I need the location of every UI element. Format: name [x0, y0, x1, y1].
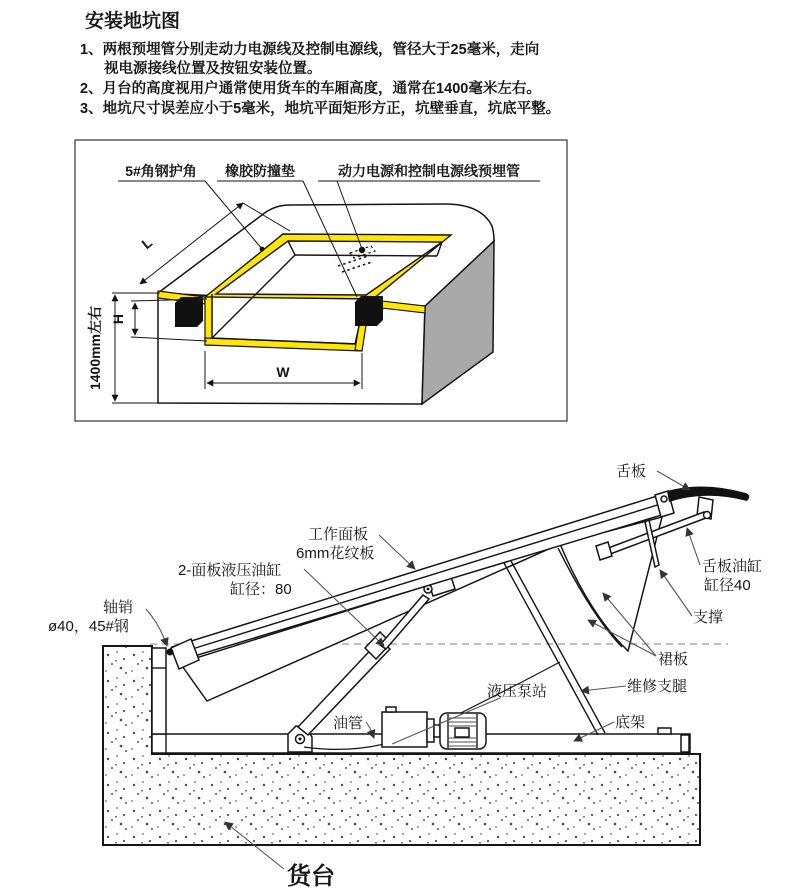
- pit-front-opening: [212, 297, 362, 344]
- oil-tank: [382, 712, 427, 747]
- note-line-1: 1、两根预埋管分别走动力电源线及控制电源线，管径大于25毫米，走向: [80, 42, 540, 58]
- callout-conduit: 动力电源和控制电源线预埋管: [338, 163, 520, 179]
- callout-lip-cyl-1: 舌板油缸: [702, 558, 763, 575]
- callout-main-cyl-2: 缸径：80: [230, 581, 292, 598]
- dim-width: W: [276, 364, 290, 380]
- callout-lip-cyl-2: 缸径40: [704, 577, 751, 594]
- callout-support: 支撑: [693, 609, 724, 626]
- callout-service-leg: 维修支腿: [627, 678, 688, 695]
- callout-deck-2: 6mm花纹板: [296, 545, 375, 562]
- page-title: 安装地坑图: [85, 11, 181, 32]
- note-line-2: 视电源接线位置及按钮安装位置。: [104, 61, 322, 77]
- callout-skirt: 裙板: [658, 651, 689, 668]
- pit-diagram: [75, 140, 567, 421]
- dim-dock-height: 1400mm左右: [87, 305, 103, 391]
- callout-corner-guard: 5#角钢护角: [125, 163, 197, 179]
- frame-upright: [152, 648, 166, 734]
- callout-pump: 液压泵站: [487, 683, 548, 700]
- dim-length: L: [138, 234, 156, 253]
- callout-pin-2: ø40，45#钢: [48, 618, 129, 635]
- leveler-diagram: [48, 462, 762, 890]
- callout-dock: 货台: [287, 863, 335, 890]
- callout-main-cyl-1: 2-面板液压油缸: [178, 562, 282, 579]
- note-line-4: 3、地坑尺寸误差应小于5毫米，地坑平面矩形方正，坑壁垂直，坑底平整。: [80, 101, 561, 117]
- callout-base-frame: 底架: [615, 714, 646, 731]
- callout-pin-1: 轴销: [103, 599, 134, 616]
- dim-depth: H: [110, 313, 126, 325]
- callout-deck-1: 工作面板: [308, 526, 369, 543]
- callout-rubber-bumper: 橡胶防撞垫: [225, 163, 295, 179]
- callout-oil-pipe: 油管: [333, 715, 364, 732]
- note-line-3: 2、月台的高度视用户通常使用货车的车厢高度，通常在1400毫米左右。: [80, 81, 541, 97]
- callout-lip: 舌板: [616, 463, 647, 480]
- axle-pin: [167, 649, 174, 656]
